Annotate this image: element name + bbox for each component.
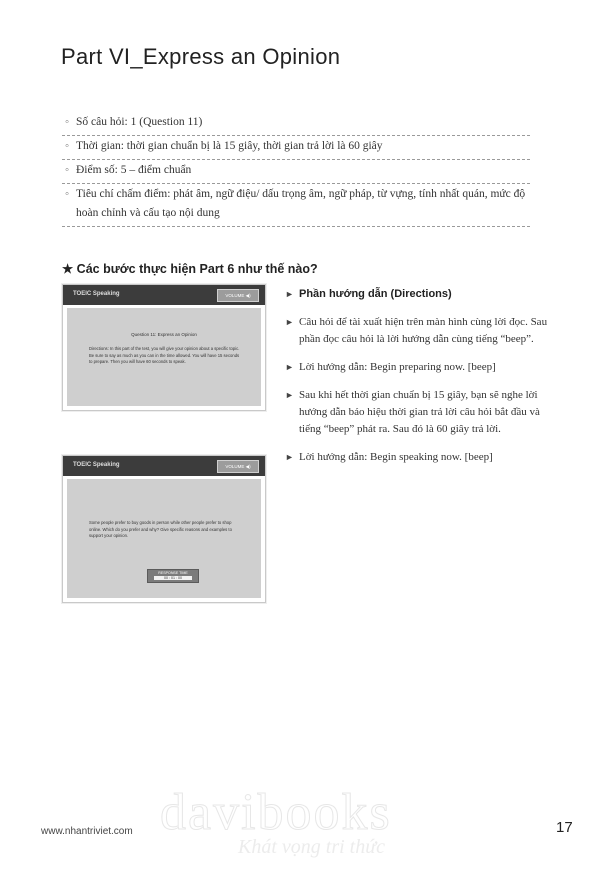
triangle-bullet-icon: ► bbox=[285, 390, 294, 400]
watermark-slogan: Khát vọng tri thức bbox=[238, 836, 386, 858]
info-item-text: Điểm số: 5 – điểm chuẩn bbox=[76, 164, 192, 176]
triangle-bullet-icon: ► bbox=[285, 362, 294, 372]
volume-button: VOLUME ◀) bbox=[217, 289, 259, 302]
info-item: ◦ Tiêu chí chấm điểm: phát âm, ngữ điệu/ dấu trọng âm, ngữ pháp, từ vựng, tính nhất quán, mức độ hoàn chỉnh và cấu tạo nội dung bbox=[62, 184, 530, 227]
toeic-screen-body bbox=[67, 308, 261, 406]
step-item: ► Lời hướng dẫn: Begin preparing now. [beep] bbox=[285, 359, 555, 376]
steps-list bbox=[285, 286, 555, 477]
step-item: ► Lời hướng dẫn: Begin speaking now. [beep] bbox=[285, 449, 555, 466]
speaker-icon: ◀) bbox=[245, 293, 251, 298]
toeic-screen-body bbox=[67, 479, 261, 598]
footer-url: www.nhantriviet.com bbox=[41, 826, 133, 837]
response-time-box bbox=[147, 569, 199, 583]
info-item-text: Tiêu chí chấm điểm: phát âm, ngữ điệu/ dấu trọng âm, ngữ pháp, từ vựng, tính nhất quán, mức độ hoàn chỉnh và cấu tạo nội dung bbox=[76, 188, 526, 219]
info-item-text: Thời gian: thời gian chuẩn bị là 15 giây, thời gian trả lời là 60 giây bbox=[76, 140, 383, 152]
info-item-text: Số câu hỏi: 1 (Question 11) bbox=[76, 116, 203, 128]
step-item: ► Sau khi hết thời gian chuẩn bị 15 giây, bạn sẽ nghe lời hướng dẫn báo hiệu thời gian trả lời câu hỏi bắt đầu và tiếng “beep” phát ra. Sau đó là 60 giây trả lời. bbox=[285, 389, 540, 435]
speaker-icon: ◀) bbox=[245, 464, 251, 469]
page-number: 17 bbox=[556, 819, 573, 836]
page-title: Part VI_Express an Opinion bbox=[61, 44, 341, 69]
watermark-brand: davibooks bbox=[160, 784, 392, 841]
toeic-app-name: TOEIC Speaking bbox=[73, 291, 120, 297]
volume-button: VOLUME ◀) bbox=[217, 460, 259, 473]
toeic-title-bar bbox=[63, 456, 265, 476]
response-time-value: 00 : 01 : 00 bbox=[154, 576, 192, 580]
info-item: ◦ Điểm số: 5 – điểm chuẩn bbox=[62, 160, 530, 184]
toeic-screen-directions bbox=[62, 284, 266, 411]
step-item: ► Phần hướng dẫn (Directions) bbox=[285, 286, 555, 303]
info-item: ◦ Số câu hỏi: 1 (Question 11) bbox=[62, 112, 530, 136]
info-list bbox=[62, 112, 530, 227]
question-title: Question 11: Express an Opinion bbox=[131, 332, 197, 337]
triangle-bullet-icon: ► bbox=[285, 452, 294, 462]
toeic-title-bar bbox=[63, 285, 265, 305]
triangle-bullet-icon: ► bbox=[285, 289, 294, 299]
toeic-app-name: TOEIC Speaking bbox=[73, 462, 120, 468]
toeic-screen-question bbox=[62, 455, 266, 603]
step-item: ► Câu hỏi để tài xuất hiện trên màn hình cùng lời đọc. Sau phần đọc câu hỏi là lời hướng dẫn cùng tiếng “beep”. bbox=[285, 316, 548, 345]
section-heading: ★ Các bước thực hiện Part 6 như thế nào? bbox=[62, 262, 318, 276]
response-time-label: RESPONSE TIME bbox=[158, 571, 188, 575]
question-text: Some people prefer to buy goods in person while other people prefer to shop online. Which do you prefer and why? Give specific reasons and examples to support your opinion. bbox=[89, 520, 232, 538]
info-item: ◦ Thời gian: thời gian chuẩn bị là 15 giây, thời gian trả lời là 60 giây bbox=[62, 136, 530, 160]
directions-text: Directions: In this part of the test, you will give your opinion about a specific topic. Be sure to say as much as you can in the time allowed. You will have 15 seconds to prepare. Then you will have 60 seconds to speak. bbox=[89, 346, 240, 364]
triangle-bullet-icon: ► bbox=[285, 317, 294, 327]
